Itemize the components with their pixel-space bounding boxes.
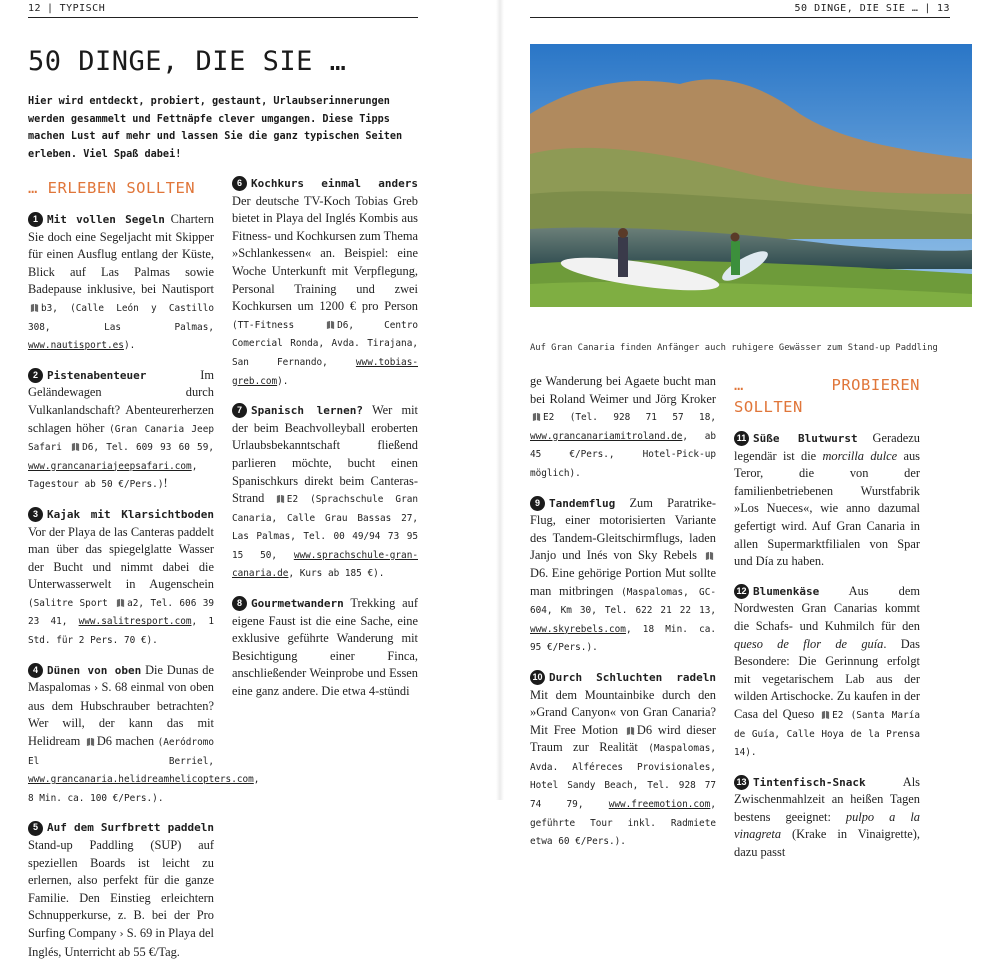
column-4	[734, 373, 920, 874]
photo-caption: Auf Gran Canaria finden Anfänger auch ruhigere Gewässer zum Stand-up Paddling	[530, 343, 938, 353]
entry-text: (Krake in Vinaigrette), dazu passt	[734, 827, 920, 860]
entry-number-badge: 13	[734, 775, 749, 790]
entry-text: Geradezu legendär ist die	[734, 431, 920, 463]
entry-text: Der deutsche TV-Koch Tobias Greb bietet in Playa del Inglés Kombis aus Fitness- und Kochkursen zum Thema »Schlankessen« an. Beispiel: eine Woche Unterkunft mit Verpflegung, Personal Training und zwei Kochkursen um 1200 € pro Person	[232, 193, 418, 314]
entry-info: (Gran Canaria Jeep Safari	[28, 423, 214, 454]
entry-number-badge: 8	[232, 596, 247, 611]
entry-5	[28, 819, 214, 961]
column-1	[28, 176, 260, 973]
entry-text: D6 machen	[96, 734, 158, 749]
page-number-left: 12	[28, 3, 42, 14]
entry-title: Mit vollen Segeln	[47, 213, 165, 226]
entry-info: b3, (Calle León y Castillo 308, Las Palmas,	[28, 302, 214, 333]
entry-info: ).	[277, 375, 289, 387]
entry-info: E2 (Santa María de Guía, Calle Hoya de la Prensa 14).	[734, 709, 920, 759]
left-page	[0, 0, 500, 959]
entry-number-badge: 10	[530, 670, 545, 685]
entry-text: D6. Eine gehörige Portion Mut sollte man mitbringen	[530, 565, 716, 598]
entry-number-badge: 2	[28, 368, 43, 383]
entry-title: Süße Blutwurst	[753, 432, 858, 445]
entry-number-badge: 3	[28, 507, 43, 522]
map-book-icon	[86, 737, 95, 746]
entry-text: . Das Besondere: Die Gerinnung erfolgt mit vegetarischem Lab aus der wilden Artischocke. Zu kaufen in der Casa del Queso	[734, 636, 920, 721]
entry-text: Zum Paratrike-Flug, einer motorisierten Variante des Tandem-Gleitschirmflugs, laden Janjo und Inés von Sky Rebels	[530, 495, 716, 563]
entry-title: Pistenabenteuer	[47, 368, 147, 382]
running-head-label-right: 50 DINGE, DIE SIE …	[794, 3, 919, 14]
entry-link[interactable]: www.freemotion.com	[608, 799, 711, 811]
entry-info: E2 (Tel. 928 71 57 18,	[543, 412, 716, 424]
entry-info: (Aeródromo El Berriel,	[28, 737, 215, 767]
entry-info: , Kurs ab 185 €).	[288, 568, 385, 580]
entry-emphasis: pulpo a la vinagreta	[734, 809, 920, 842]
entry-info: (Maspalomas, GC-604, Km 30, Tel. 622 21 22 13,	[530, 586, 716, 617]
entry-info: (Maspalomas, Avda. Alféreces Provisionales, Hotel Sandy Beach, Tel. 928 77 74 79,	[530, 743, 716, 811]
entry-title: Tandemflug	[549, 496, 616, 510]
entry-text: Als Zwischenmahlzeit an heißen Tagen bestens geeignet:	[734, 774, 920, 824]
entry-text: Mit dem Mountainbike durch den »Grand Canyon« von Gran Canaria? Mit Free Motion	[530, 687, 716, 737]
entry-link[interactable]: www.salitresport.com	[78, 616, 192, 628]
entry-number-badge: 11	[734, 431, 749, 446]
map-book-icon	[626, 726, 635, 735]
entry-number-badge: 6	[232, 176, 247, 191]
column-3	[530, 373, 716, 863]
entry-text: Trekking auf eigene Faust ist die eine Sache, eine exklusive geführte Wanderung mit Besichtigung einer Finca, anschließender Weinprobe und Essen eine ganz andere. Die etwa 4-stündi	[232, 596, 418, 699]
entry-page-ref[interactable]: S. 69	[126, 925, 153, 940]
entry-info: ).	[123, 340, 136, 352]
entry-text: Stand-up Paddling (SUP) auf speziellen Boards ist leicht zu erlernen, also perfekt für die ganze Familie. Den Einstieg erleichtern Schnupperkurse, z. B. bei der Pro Surfing Company	[28, 838, 214, 940]
entry-10	[530, 669, 716, 851]
entry-link[interactable]: www.sprachschule-gran-canaria.de	[232, 549, 418, 580]
entry-1	[28, 211, 214, 355]
map-book-icon	[532, 412, 541, 421]
intro-text: Hier wird entdeckt, probiert, gestaunt, Urlaubserinnerungen werden gesammelt und Fettnäpfe clever umgangen. Diese Tipps machen Lust auf mehr und lassen Sie die ganz typischen Seiten erleben. Viel Spaß dabei!	[28, 96, 403, 160]
entry-8	[232, 595, 418, 701]
entry-title: Gourmetwandern	[251, 597, 344, 611]
entry-number-badge: 12	[734, 584, 749, 599]
map-book-icon	[326, 320, 335, 329]
entry-4	[28, 662, 260, 808]
entry-title: Durch Schluchten radeln	[549, 670, 716, 684]
entry-info: D6, Centro Comercial Ronda, Avda. Tirajana, San Fernando,	[232, 319, 418, 368]
entry-text: in Playa del Inglés, Unterricht ab 55 €/Tag.	[28, 925, 214, 959]
entry-11	[734, 430, 920, 571]
entry-link[interactable]: www.grancanaria.helidreamhelicopters.com	[28, 774, 254, 786]
entry-info: , geführte Tour inkl. Radmiete etwa 60 €/Pers.).	[530, 799, 716, 848]
entry-info: E2 (Sprachschule Gran Canaria, Calle Grau Bassas 27, Las Palmas, Tel. 00 49/94 73 95 15 50,	[232, 494, 419, 561]
entry-text: Wer mit der beim Beachvolleyball eroberten Urlaubsbekanntschaft fließend parlieren möchte, bucht einen Spanischkurs direkt beim Canteras-Strand	[232, 403, 418, 506]
entry-info: , 18 Min. ca. 95 €/Pers.).	[530, 623, 716, 654]
entry-text: Aus dem Nordwesten Gran Canarias kommt die Schafs- und Kuhmilch für den	[734, 583, 920, 633]
entry-info: (Salitre Sport	[28, 597, 115, 609]
entry-number-badge: 9	[530, 496, 545, 511]
entry-title: Auf dem Surfbrett paddeln	[47, 821, 214, 835]
entry-6	[232, 175, 418, 390]
entry-2	[28, 367, 214, 494]
map-book-icon	[116, 598, 125, 607]
entry-text: Chartern Sie doch eine Segeljacht mit Skipper für einen Ausflug entlang der Küste, Blick auf Las Palmas sowie Badepause inklusive, bei Nautisport	[28, 212, 214, 297]
entry-info: , 8 Min. ca. 100 €/Pers.).	[28, 774, 260, 804]
page-number-right: 13	[936, 3, 950, 14]
column-2	[232, 176, 418, 713]
entry-page-ref[interactable]: S. 68	[101, 680, 128, 695]
entry-info: , 1 Std. für 2 Pers. 70 €).	[28, 616, 215, 647]
entry-7	[232, 402, 418, 583]
entry-link[interactable]: www.grancanariajeepsafari.com	[28, 460, 192, 472]
entry-text: aus Teror, die von der familienbetriebenen Wurstfabrik »Los Nueces«, wie anno dazumal gefertigt wird. Auf Gran Canaria in allen Supermarktfilialen von Spar und Día zu haben.	[734, 448, 920, 569]
section-heading-erleben: … ERLEBEN SOLLTEN	[28, 179, 196, 197]
entry-text: ge Wanderung bei Agaete bucht man bei Roland Weimer und Jörg Kroker	[530, 374, 716, 406]
running-head-label-left: TYPISCH	[59, 3, 106, 14]
entry-info: D6, Tel. 609 93 60 59,	[82, 442, 214, 454]
entry-text: Im Geländewagen durch Vulkanlandschaft? Abenteurerherzen schlagen höher	[28, 367, 214, 435]
entry-title: Spanisch lernen?	[251, 404, 364, 418]
entry-12	[734, 583, 920, 762]
paddleboard-photo	[530, 44, 972, 307]
entry-info: (TT-Fitness	[232, 319, 325, 331]
entry-link[interactable]: www.skyrebels.com	[530, 623, 626, 635]
entry-9	[530, 495, 716, 657]
entry-link[interactable]: www.nautisport.es	[28, 340, 124, 352]
entry-title: Dünen von oben	[47, 663, 142, 677]
right-page	[500, 0, 1000, 860]
map-book-icon	[276, 494, 285, 503]
entry-text: D6 wird dieser Traum zur Realität	[530, 722, 717, 755]
entry-link[interactable]: www.grancanariamitroland.de	[530, 430, 683, 442]
entry-info: , Tagestour ab 50 €/Pers.)	[28, 460, 198, 491]
entry-number-badge: 7	[232, 403, 247, 418]
entry-title: Kochkurs einmal anders	[251, 177, 418, 190]
running-head-separator: |	[47, 3, 54, 14]
entry-emphasis: queso de flor de guía	[734, 636, 884, 651]
entry-title: Kajak mit Klarsichtboden	[47, 507, 214, 521]
map-book-icon	[821, 710, 830, 719]
entry-link[interactable]: www.tobias-greb.com	[232, 356, 418, 387]
entry-info: , ab 45 €/Pers., Hotel-Pick-up möglich).	[530, 430, 716, 479]
entry-number-badge: 4	[28, 663, 43, 678]
entry-title: Tintenfisch-Snack	[753, 775, 866, 789]
entry-3	[28, 506, 214, 650]
entry-info: a2, Tel. 606 39 23 41,	[28, 597, 214, 628]
map-book-icon	[705, 551, 714, 560]
entry-text: Vor der Playa de las Canteras paddelt man über das spiegelglatte Wasser der Bucht und nimmt dabei die Unterwasserwelt in Augenschein	[28, 524, 214, 592]
entry-text: Die Dunas de Maspalomas	[28, 662, 214, 695]
page-title: 50 DINGE, DIE SIE …	[28, 46, 347, 77]
arrow-right-icon: ›	[94, 683, 99, 695]
map-book-icon	[30, 303, 39, 312]
arrow-right-icon: ›	[119, 928, 124, 940]
running-head-right	[530, 0, 950, 18]
entry-number-badge: 1	[28, 212, 43, 227]
entry-number-badge: 5	[28, 821, 43, 836]
map-book-icon	[71, 442, 80, 451]
entry-title: Blumenkäse	[753, 584, 820, 598]
entry-text: !	[163, 476, 168, 491]
running-head-left	[28, 0, 418, 18]
entry-emphasis: morcilla dulce	[822, 448, 898, 463]
running-head-separator: |	[924, 3, 931, 14]
entry-text: einmal von oben aus dem Hubschrauber betrachten? Wer will, der kann das mit Helidream	[28, 680, 214, 749]
entry-13	[734, 774, 920, 862]
entry-8-continued	[530, 373, 716, 483]
section-heading-probieren: … PROBIEREN SOLLTEN	[734, 376, 920, 416]
